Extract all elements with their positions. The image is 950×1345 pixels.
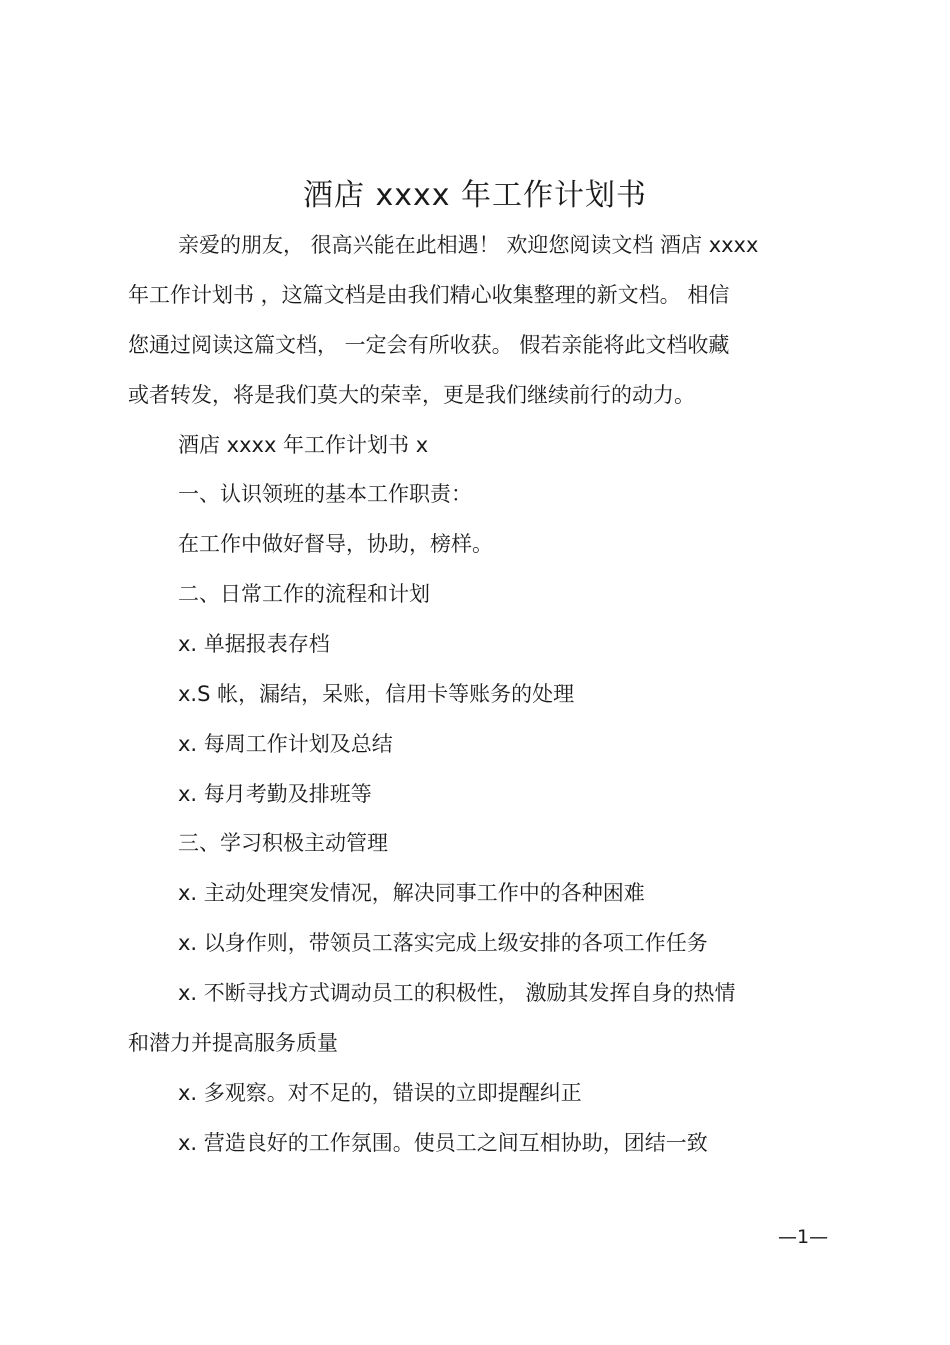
section-3-item-5: x. 营造良好的工作氛围。使员工之间互相协助，团结一致	[178, 1131, 708, 1155]
intro-line-1: 亲爱的朋友， 很高兴能在此相遇！ 欢迎您阅读文档 酒店 xxxx	[178, 233, 759, 257]
section-3-item-3: x. 不断寻找方式调动员工的积极性， 激励其发挥自身的热情	[178, 981, 736, 1005]
page-number: —1—	[778, 1226, 829, 1248]
section-3-heading: 三、学习积极主动管理	[178, 831, 388, 855]
intro-line-4: 或者转发，将是我们莫大的荣幸，更是我们继续前行的动力。	[128, 383, 695, 407]
document-title: 酒店 xxxx 年工作计划书	[302, 178, 648, 213]
section-3-item-3-continuation: 和潜力并提高服务质量	[128, 1031, 338, 1055]
intro-line-2: 年工作计划书 ，这篇文档是由我们精心收集整理的新文档。 相信	[128, 283, 730, 307]
section-2-item-3: x. 每周工作计划及总结	[178, 732, 393, 756]
section-1-heading: 一、认识领班的基本工作职责：	[178, 482, 472, 506]
section-2-item-1: x. 单据报表存档	[178, 632, 330, 656]
section-1-item: 在工作中做好督导，协助，榜样。	[178, 532, 493, 556]
section-3-item-2: x. 以身作则，带领员工落实完成上级安排的各项工作任务	[178, 931, 708, 955]
intro-line-3: 您通过阅读这篇文档， 一定会有所收获。 假若亲能将此文档收藏	[128, 333, 730, 357]
section-2-item-2: x.S 帐，漏结，呆账，信用卡等账务的处理	[178, 682, 575, 706]
section-3-item-4: x. 多观察。对不足的，错误的立即提醒纠正	[178, 1081, 582, 1105]
section-2-heading: 二、日常工作的流程和计划	[178, 582, 430, 606]
section-3-item-1: x. 主动处理突发情况，解决同事工作中的各种困难	[178, 881, 645, 905]
document-subtitle: 酒店 xxxx 年工作计划书 x	[178, 433, 429, 457]
section-2-item-4: x. 每月考勤及排班等	[178, 782, 372, 806]
